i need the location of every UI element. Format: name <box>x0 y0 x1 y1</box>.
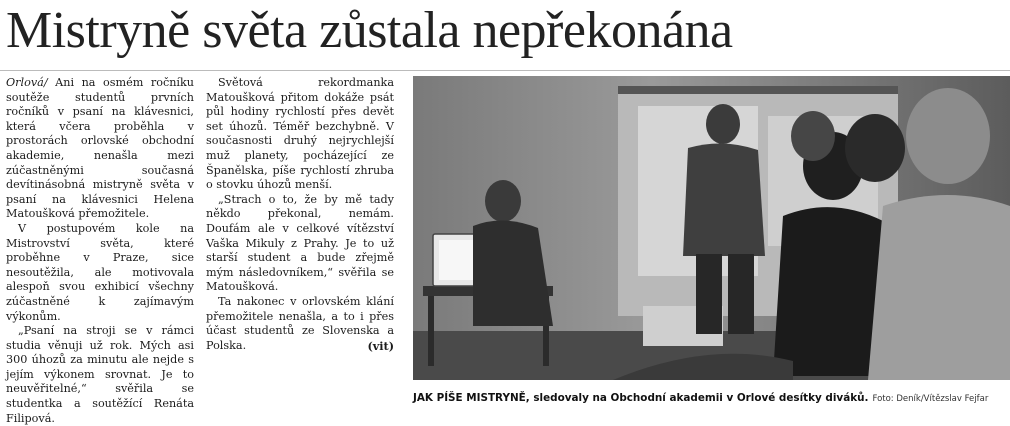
paragraph-6-text: Ta nakonec v orlovském klání přemožitele nenašla, a to i přes účast studentů ze Slovenska a Polska. <box>206 294 394 352</box>
headline: Mistryně světa zůstala nepřekonána <box>6 2 733 59</box>
photo-credit: Foto: Deník/Vítězslav Fejfar <box>872 394 989 404</box>
caption-text: JAK PÍŠE MISTRYNĚ, sledovaly na Obchodní akademii v Orlové desítky diváků. <box>413 392 869 404</box>
article-paragraph-2: V postupovém kole na Mistrovství světa, které proběhne v Praze, sice nesoutěžila, ale motivovala alespoň svou exhibicí všechny zúčastněné k zajímavým výkonům. <box>6 221 194 323</box>
byline: (vit) <box>367 338 394 353</box>
article-paragraph-1 <box>6 76 194 222</box>
article-column-2 <box>206 76 394 416</box>
article-paragraph-5: „Strach o to, že by mě tady někdo překonal, nemám. Doufám ale v celkové vítězství Vaška Mikuly z Prahy. Je to už starší student a bude zřejmě mým následovníkem,“ svěřila se Matoušková. <box>206 192 394 294</box>
article-paragraph-4: Světová rekordmanka Matoušková přitom dokáže psát půl hodiny rychlostí přes devět set úhozů. Téměř bezchybně. V současnosti druhý nejrychlejší muž planety, pocházející ze Španělska, píše rychlostí zhruba o stovku úhozů menší. <box>206 76 394 192</box>
paragraph-1-text: Ani na osmém ročníku soutěže studentů prvních ročníků v psaní na klávesnici, která včera proběhla v prostorách orlovské obchodní akademie, nenašla mezi zúčastněnými současná devítinásobná mistryně světa v psaní na klávesnici Helena Matoušková přemožitele. <box>6 76 194 221</box>
headline-rule <box>0 70 1010 71</box>
article-photo <box>413 76 1010 380</box>
photo-illustration <box>413 76 1010 380</box>
photo-caption <box>413 384 1010 412</box>
article-paragraph-6 <box>206 295 394 353</box>
article-paragraph-3: „Psaní na stroji se v rámci studia věnuji už rok. Mých asi 300 úhozů za minutu ale nejde s jejím výkonem srovnat. Je to neuvěřitelné,“ svěřila se studentka a soutěžící Renáta Filipová. <box>6 324 194 425</box>
dateline: Orlová/ <box>6 76 48 89</box>
article-column-1 <box>6 76 194 425</box>
